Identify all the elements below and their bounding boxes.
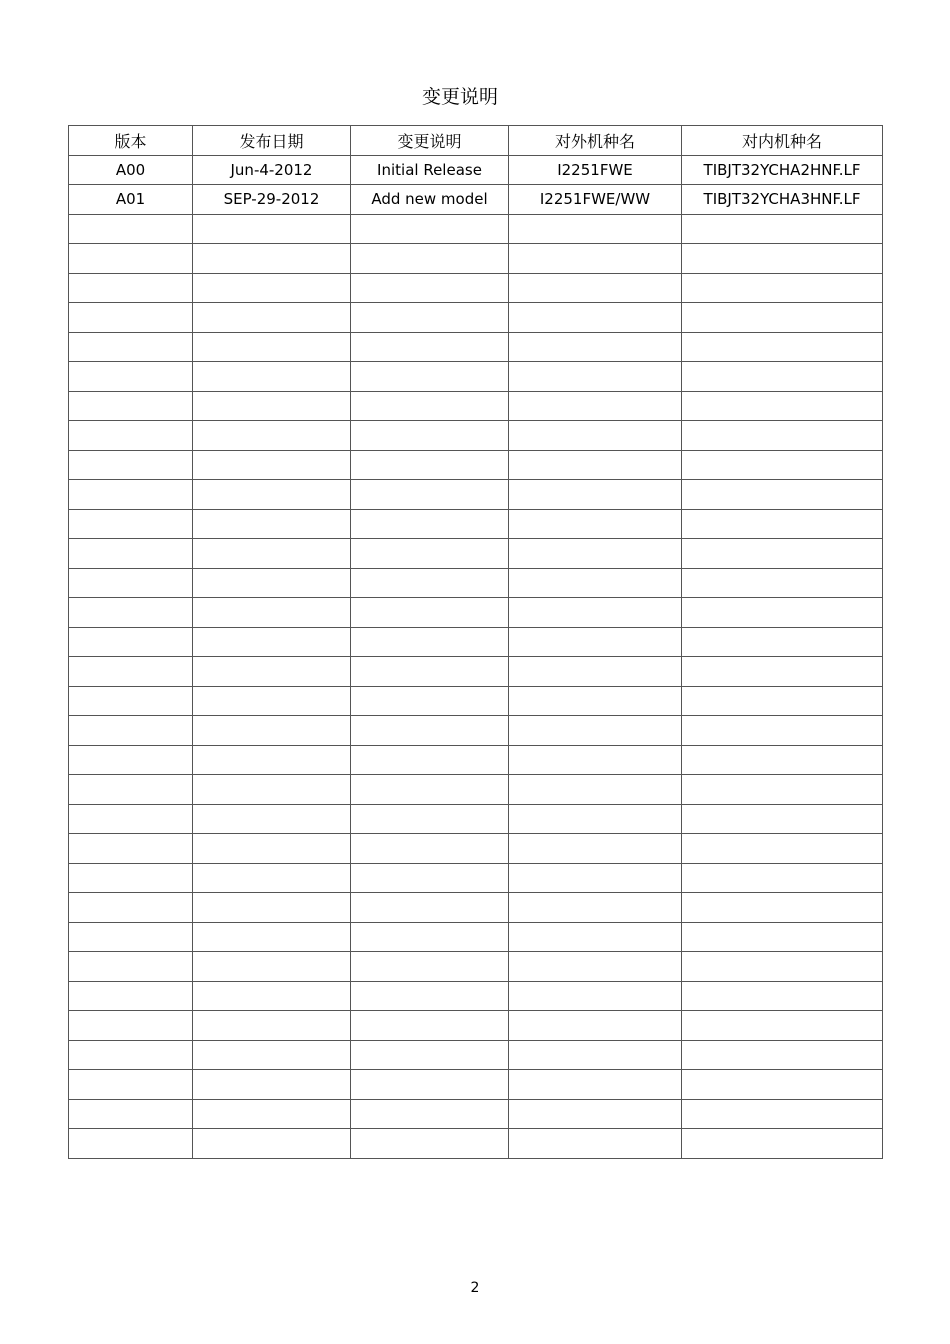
empty-cell (682, 598, 883, 628)
cell-version: A00 (69, 155, 193, 185)
empty-table-row (69, 1040, 883, 1070)
empty-cell (69, 745, 193, 775)
empty-cell (69, 273, 193, 303)
empty-cell (69, 657, 193, 687)
empty-cell (509, 716, 682, 746)
empty-cell (682, 1011, 883, 1041)
empty-cell (193, 863, 351, 893)
empty-cell (193, 214, 351, 244)
empty-cell (69, 303, 193, 333)
empty-cell (351, 244, 509, 274)
empty-cell (509, 863, 682, 893)
empty-cell (509, 627, 682, 657)
empty-cell (351, 1099, 509, 1129)
empty-cell (351, 303, 509, 333)
empty-cell (351, 952, 509, 982)
empty-table-row (69, 362, 883, 392)
empty-cell (351, 1040, 509, 1070)
empty-cell (509, 775, 682, 805)
empty-cell (351, 834, 509, 864)
revision-table (68, 125, 883, 1159)
empty-cell (509, 1070, 682, 1100)
empty-cell (509, 509, 682, 539)
empty-cell (193, 421, 351, 451)
empty-cell (193, 480, 351, 510)
empty-cell (193, 922, 351, 952)
empty-cell (509, 1011, 682, 1041)
empty-table-row (69, 716, 883, 746)
empty-cell (69, 421, 193, 451)
cell-version: A01 (69, 185, 193, 215)
empty-table-row (69, 1129, 883, 1159)
empty-cell (193, 568, 351, 598)
empty-cell (69, 863, 193, 893)
empty-cell (193, 716, 351, 746)
empty-cell (69, 981, 193, 1011)
empty-cell (193, 598, 351, 628)
empty-cell (509, 273, 682, 303)
empty-table-row (69, 450, 883, 480)
empty-cell (509, 480, 682, 510)
empty-cell (509, 332, 682, 362)
empty-cell (682, 421, 883, 451)
empty-cell (69, 568, 193, 598)
empty-cell (193, 745, 351, 775)
cell-release-date: Jun-4-2012 (193, 155, 351, 185)
cell-external-model: I2251FWE (509, 155, 682, 185)
table-header-row (69, 126, 883, 156)
empty-table-row (69, 804, 883, 834)
empty-cell (682, 686, 883, 716)
empty-table-row (69, 1099, 883, 1129)
empty-cell (509, 362, 682, 392)
empty-cell (193, 1070, 351, 1100)
empty-table-row (69, 981, 883, 1011)
empty-cell (69, 627, 193, 657)
empty-cell (351, 1011, 509, 1041)
empty-cell (351, 1129, 509, 1159)
empty-cell (682, 509, 883, 539)
empty-cell (509, 657, 682, 687)
empty-cell (69, 922, 193, 952)
empty-cell (69, 391, 193, 421)
empty-cell (351, 391, 509, 421)
empty-cell (682, 244, 883, 274)
empty-cell (351, 214, 509, 244)
header-version: 版本 (69, 126, 193, 156)
empty-table-row (69, 480, 883, 510)
empty-cell (509, 244, 682, 274)
empty-table-row (69, 598, 883, 628)
empty-cell (351, 627, 509, 657)
cell-change-description: Initial Release (351, 155, 509, 185)
empty-cell (682, 332, 883, 362)
empty-cell (193, 657, 351, 687)
empty-cell (69, 598, 193, 628)
empty-cell (69, 480, 193, 510)
empty-cell (509, 804, 682, 834)
empty-cell (69, 509, 193, 539)
empty-cell (682, 1070, 883, 1100)
empty-cell (509, 568, 682, 598)
empty-cell (193, 627, 351, 657)
cell-external-model: I2251FWE/WW (509, 185, 682, 215)
empty-cell (193, 1129, 351, 1159)
empty-cell (351, 362, 509, 392)
empty-cell (351, 745, 509, 775)
empty-cell (509, 686, 682, 716)
empty-table-row (69, 244, 883, 274)
table-row (69, 185, 883, 215)
empty-cell (509, 745, 682, 775)
empty-cell (193, 1040, 351, 1070)
empty-cell (351, 893, 509, 923)
header-internal-model: 对内机种名 (682, 126, 883, 156)
empty-cell (682, 952, 883, 982)
empty-table-row (69, 893, 883, 923)
empty-cell (682, 450, 883, 480)
empty-cell (682, 922, 883, 952)
empty-cell (682, 1129, 883, 1159)
empty-cell (682, 981, 883, 1011)
empty-cell (351, 539, 509, 569)
empty-cell (682, 214, 883, 244)
empty-table-row (69, 332, 883, 362)
empty-cell (193, 244, 351, 274)
empty-cell (69, 775, 193, 805)
table-row (69, 155, 883, 185)
empty-table-row (69, 657, 883, 687)
empty-cell (193, 391, 351, 421)
empty-table-row (69, 745, 883, 775)
header-release-date: 发布日期 (193, 126, 351, 156)
empty-table-row (69, 303, 883, 333)
empty-cell (682, 657, 883, 687)
empty-cell (193, 273, 351, 303)
page-number: 2 (470, 1280, 480, 1296)
empty-cell (682, 362, 883, 392)
empty-cell (351, 804, 509, 834)
empty-cell (351, 981, 509, 1011)
empty-cell (69, 804, 193, 834)
empty-cell (509, 450, 682, 480)
page-title: 变更说明 (421, 86, 498, 108)
empty-table-row (69, 539, 883, 569)
empty-table-row (69, 509, 883, 539)
empty-cell (351, 1070, 509, 1100)
empty-cell (509, 893, 682, 923)
empty-cell (351, 686, 509, 716)
empty-cell (193, 775, 351, 805)
empty-table-row (69, 686, 883, 716)
header-change-description: 变更说明 (351, 126, 509, 156)
empty-cell (193, 1011, 351, 1041)
empty-cell (69, 1070, 193, 1100)
empty-cell (682, 775, 883, 805)
empty-cell (682, 893, 883, 923)
empty-cell (682, 539, 883, 569)
empty-table-row (69, 1070, 883, 1100)
empty-cell (509, 303, 682, 333)
empty-cell (69, 450, 193, 480)
empty-cell (69, 539, 193, 569)
empty-cell (193, 952, 351, 982)
empty-cell (682, 1040, 883, 1070)
empty-cell (69, 1011, 193, 1041)
empty-cell (193, 804, 351, 834)
empty-cell (682, 568, 883, 598)
empty-cell (69, 834, 193, 864)
empty-cell (193, 893, 351, 923)
empty-cell (509, 1040, 682, 1070)
empty-cell (351, 922, 509, 952)
empty-table-row (69, 834, 883, 864)
empty-cell (351, 775, 509, 805)
empty-cell (509, 539, 682, 569)
empty-cell (193, 332, 351, 362)
empty-cell (193, 539, 351, 569)
empty-table-row (69, 952, 883, 982)
empty-cell (351, 421, 509, 451)
empty-cell (509, 981, 682, 1011)
empty-cell (193, 1099, 351, 1129)
empty-cell (509, 391, 682, 421)
cell-internal-model: TIBJT32YCHA2HNF.LF (682, 155, 883, 185)
empty-cell (682, 273, 883, 303)
empty-table-row (69, 775, 883, 805)
empty-cell (682, 627, 883, 657)
cell-internal-model: TIBJT32YCHA3HNF.LF (682, 185, 883, 215)
empty-cell (69, 1099, 193, 1129)
empty-cell (509, 214, 682, 244)
empty-cell (509, 922, 682, 952)
empty-cell (69, 362, 193, 392)
empty-table-row (69, 1011, 883, 1041)
empty-cell (69, 332, 193, 362)
empty-cell (682, 745, 883, 775)
empty-table-row (69, 863, 883, 893)
empty-table-row (69, 568, 883, 598)
empty-cell (351, 509, 509, 539)
empty-cell (351, 450, 509, 480)
empty-cell (69, 952, 193, 982)
empty-cell (682, 834, 883, 864)
empty-cell (69, 214, 193, 244)
empty-cell (193, 362, 351, 392)
empty-cell (351, 568, 509, 598)
empty-cell (682, 1099, 883, 1129)
empty-cell (509, 1099, 682, 1129)
header-external-model: 对外机种名 (509, 126, 682, 156)
empty-table-row (69, 922, 883, 952)
empty-cell (509, 421, 682, 451)
empty-cell (351, 716, 509, 746)
empty-cell (69, 686, 193, 716)
empty-cell (69, 1040, 193, 1070)
empty-table-row (69, 273, 883, 303)
empty-cell (351, 480, 509, 510)
empty-table-row (69, 627, 883, 657)
empty-cell (193, 509, 351, 539)
empty-cell (682, 863, 883, 893)
empty-cell (69, 893, 193, 923)
empty-cell (351, 657, 509, 687)
empty-cell (682, 480, 883, 510)
empty-table-row (69, 391, 883, 421)
empty-cell (193, 450, 351, 480)
empty-cell (509, 834, 682, 864)
cell-change-description: Add new model (351, 185, 509, 215)
empty-cell (682, 716, 883, 746)
empty-cell (351, 332, 509, 362)
empty-cell (193, 834, 351, 864)
empty-cell (351, 863, 509, 893)
empty-table-row (69, 214, 883, 244)
empty-cell (69, 244, 193, 274)
empty-cell (193, 981, 351, 1011)
empty-cell (351, 273, 509, 303)
empty-cell (193, 686, 351, 716)
empty-cell (193, 303, 351, 333)
empty-cell (509, 952, 682, 982)
empty-cell (682, 804, 883, 834)
empty-cell (69, 716, 193, 746)
empty-table-row (69, 421, 883, 451)
empty-cell (509, 598, 682, 628)
empty-cell (509, 1129, 682, 1159)
empty-cell (351, 598, 509, 628)
empty-cell (682, 303, 883, 333)
empty-cell (682, 391, 883, 421)
cell-release-date: SEP-29-2012 (193, 185, 351, 215)
table-body (69, 155, 883, 1158)
empty-cell (69, 1129, 193, 1159)
